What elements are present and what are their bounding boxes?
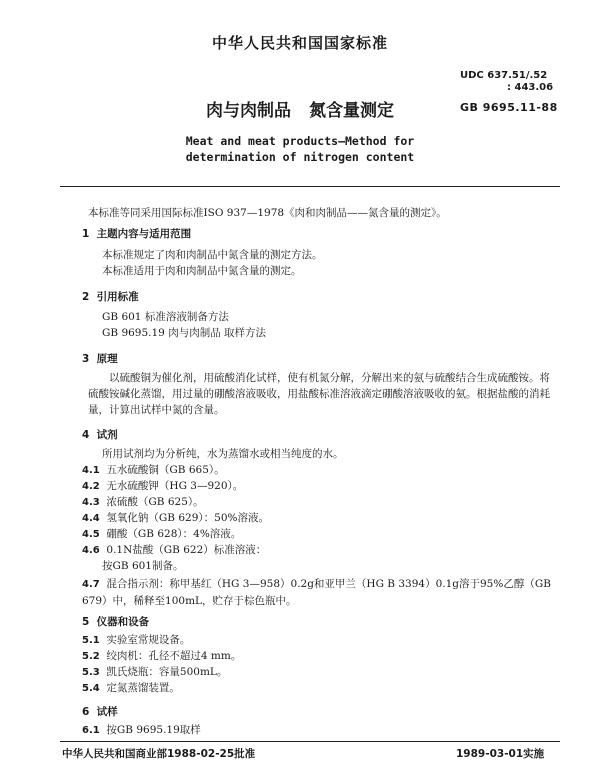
section-1-heading <box>82 226 191 241</box>
list-item <box>82 542 266 559</box>
item-text: 0.1N盐酸（GB 622）标准溶液： <box>106 544 267 556</box>
item-number: 4.2 <box>82 481 100 492</box>
item-number: 5.3 <box>82 667 100 678</box>
item-text: 浓硫酸（GB 625）。 <box>106 496 204 508</box>
section-number: 3 <box>82 353 90 365</box>
section-title: 引用标准 <box>96 291 139 303</box>
header-divider <box>60 186 560 187</box>
item-text: 硼酸（GB 628）：4%溶液。 <box>106 528 242 540</box>
udc-code <box>460 70 553 94</box>
section-title: 试剂 <box>96 429 118 441</box>
item-text: 实验室常规设备。 <box>106 634 191 646</box>
item-text: 混合指示剂：称甲基红（HG 3—958）0.2g和亚甲兰（HG B 3394）0.1g溶于95%乙醇（GB 679）中，稀释至100mL，贮存于棕色瓶中。 <box>82 578 551 607</box>
list-item <box>82 680 180 697</box>
list-item <box>82 526 241 543</box>
list-item <box>82 462 225 479</box>
list-item <box>82 494 204 511</box>
footer-divider <box>60 741 560 742</box>
list-item <box>82 632 190 649</box>
section-6-heading <box>82 704 118 719</box>
implementation-date: 1989-03-01实施 <box>456 748 545 760</box>
item-number: 4.6 <box>82 545 100 556</box>
english-title-line-1: Meat and meat products—Method for <box>185 134 415 148</box>
item-number: 4.1 <box>82 465 100 476</box>
section-1-line-1: 本标准规定了肉和肉制品中氮含量的测定方法。 <box>102 249 323 261</box>
title-part-2: 氮含量测定 <box>309 101 394 121</box>
item-text: 按GB 9695.19取样 <box>106 724 201 736</box>
list-item <box>82 664 227 681</box>
section-2-heading <box>82 289 139 304</box>
standard-title: 中华人民共和国国家标准 <box>211 34 388 52</box>
item-number: 4.4 <box>82 513 100 524</box>
item-number: 4.5 <box>82 529 100 540</box>
section-3-heading <box>82 351 118 366</box>
intro-text: 本标准等同采用国际标准ISO 937—1978《肉和肉制品——氮含量的测定》。 <box>88 207 447 219</box>
section-title: 原理 <box>96 353 118 365</box>
list-item-4-7 <box>82 576 560 609</box>
list-item <box>82 722 201 739</box>
english-title-line-2: determination of nitrogen content <box>185 150 415 164</box>
item-text: 定氮蒸馏装置。 <box>106 682 180 694</box>
item-text: 绞肉机：孔径不超过4 mm。 <box>106 650 242 662</box>
udc-line-2: : 443.06 <box>507 82 554 93</box>
item-number: 4.3 <box>82 497 100 508</box>
item-number: 6.1 <box>82 725 100 736</box>
section-title: 试样 <box>96 706 118 718</box>
gb-number: GB 9695.11-88 <box>460 101 558 114</box>
item-number: 5.4 <box>82 683 100 694</box>
section-4-heading <box>82 427 118 442</box>
section-5-heading <box>82 614 149 629</box>
list-item <box>82 510 269 527</box>
section-number: 6 <box>82 706 90 718</box>
approval-text: 中华人民共和国商业部1988-02-25批准 <box>62 748 256 760</box>
section-4-intro: 所用试剂均为分析纯，水为蒸馏水或相当纯度的水。 <box>102 448 344 460</box>
section-number: 1 <box>82 228 90 240</box>
english-title <box>0 133 600 165</box>
list-item-continuation: 按GB 601制备。 <box>102 560 184 572</box>
section-title: 主题内容与适用范围 <box>96 228 192 240</box>
list-item <box>82 648 241 665</box>
section-number: 5 <box>82 616 90 628</box>
section-1-line-2: 本标准适用于肉和肉制品中氮含量的测定。 <box>102 265 302 277</box>
item-text: 五水硫酸铜（GB 665）。 <box>106 464 225 476</box>
item-number: 5.1 <box>82 635 100 646</box>
udc-line-1: UDC 637.51/.52 <box>460 70 548 81</box>
section-number: 4 <box>82 429 90 441</box>
section-3-paragraph: 以硫酸铜为催化剂，用硫酸消化试样，使有机氮分解，分解出来的氨与硫酸结合生成硫酸铵。将硫酸铵碱化蒸馏，用过量的硼酸溶液吸收，用盐酸标准溶液滴定硼酸溶液吸收的氨。根据盐酸的消耗量，计算出试样中氮的含量。 <box>88 372 550 416</box>
section-2-line-1: GB 601 标准溶液制备方法 <box>102 311 229 323</box>
item-text: 无水硫酸钾（HG 3—920）。 <box>106 480 244 492</box>
item-number: 5.2 <box>82 651 100 662</box>
list-item <box>82 478 243 495</box>
section-2-line-2: GB 9695.19 肉与肉制品 取样方法 <box>102 327 267 339</box>
item-text: 凯氏烧瓶：容量500mL。 <box>106 666 228 678</box>
section-title: 仪器和设备 <box>96 616 150 628</box>
title-part-1: 肉与肉制品 <box>206 101 291 121</box>
item-text: 氢氧化钠（GB 629）：50%溶液。 <box>106 512 269 524</box>
item-number: 4.7 <box>82 579 100 590</box>
section-number: 2 <box>82 291 90 303</box>
